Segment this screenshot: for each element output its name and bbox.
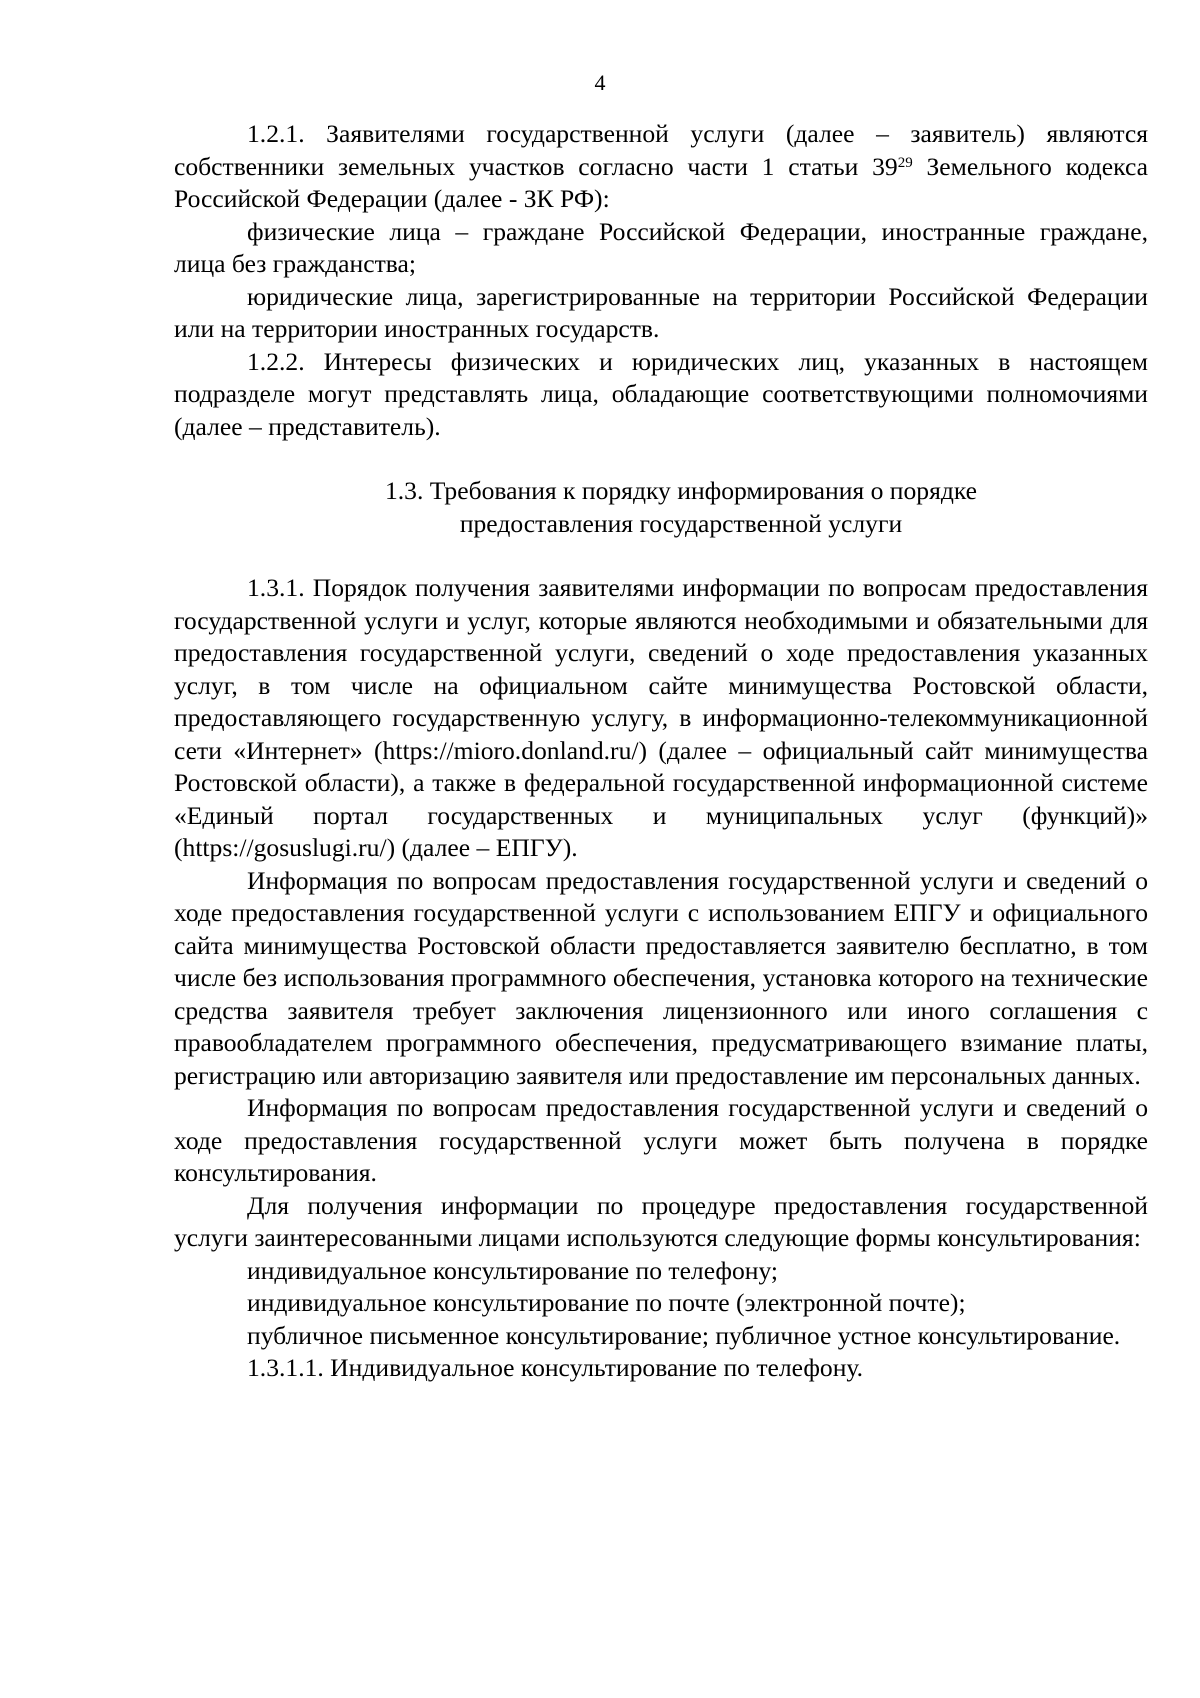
paragraph-1-2-1 <box>174 118 1148 216</box>
paragraph-info-free: Информация по вопросам предоставления государственной услуги и сведений о ходе предоставления государственной услуги с использованием ЕПГУ и официального сайта минимущества Ростовской области предоставляется заявителю бесплатно, в том числе без использования программного обеспечения, установка которого на технические средства заявителя требует заключения лицензионного или иного соглашения с правообладателем программного обеспечения, предусматривающего взимание платы, регистрацию или авторизацию заявителя или предоставление им персональных данных. <box>174 865 1148 1090</box>
page-number: 4 <box>594 70 606 95</box>
paragraph-1-2-1-text: 1.2.1. Заявителями государственной услуги (далее – заявитель) являются собственники земельных участков согласно части 1 статьи 39 <box>174 119 1148 181</box>
paragraph-info-consulting: Информация по вопросам предоставления государственной услуги и сведений о ходе предоставления государственной услуги может быть получена в порядке консультирования. <box>174 1093 1148 1187</box>
section-heading-line-2: предоставления государственной услуги <box>459 508 903 538</box>
spacer <box>174 540 1148 572</box>
list-item-phone-consulting: индивидуальное консультирование по телефону; <box>247 1255 779 1285</box>
paragraph-1-3-1-1: 1.3.1.1. Индивидуальное консультирование по телефону. <box>247 1353 864 1382</box>
paragraph-consulting-forms: Для получения информации по процедуре предоставления государственной услуги заинтересованными лицами используются следующие формы консультирования: <box>174 1190 1148 1252</box>
list-item-public-consulting: публичное письменное консультирование; публичное устное консультирование. <box>247 1320 1121 1350</box>
footnote-superscript: 29 <box>897 154 913 171</box>
section-heading-line-1: 1.3. Требования к порядку информирования о порядке <box>384 476 978 505</box>
paragraph-legal-entities: юридические лица, зарегистрированные на территории Российской Федерации или на территории иностранных государств. <box>174 281 1148 343</box>
paragraph-1-3-1: 1.3.1. Порядок получения заявителями информации по вопросам предоставления государственной услуги и услуг, которые являются необходимыми и обязательными для предоставления государственной услуги, сведений о ходе предоставления указанных услуг, в том числе на официальном сайте минимущества Ростовской области, предоставляющего государственную услугу, в информационно-телекоммуникационной сети «Интернет» (https://mioro.donland.ru/) (далее – официальный сайт минимущества Ростовской области), а также в федеральной государственной информационной системе «Единый портал государственных и муниципальных услуг (функций)» (https://gosuslugi.ru/) (далее – ЕПГУ). <box>174 573 1148 862</box>
list-item-mail-consulting: индивидуальное консультирование по почте (электронной почте); <box>247 1288 966 1317</box>
paragraph-individuals: физические лица – граждане Российской Федерации, иностранные граждане, лица без гражданства; <box>174 216 1148 278</box>
spacer <box>174 443 1148 475</box>
paragraph-1-2-2: 1.2.2. Интересы физических и юридических лиц, указанных в настоящем подразделе могут представлять лица, обладающие соответствующими полномочиями (далее – представитель). <box>174 346 1148 441</box>
document-body <box>174 118 1148 1385</box>
paragraph-1-2-1-text-tail: Земельного кодекса Российской Федерации (далее - ЗК РФ): <box>174 151 1148 213</box>
